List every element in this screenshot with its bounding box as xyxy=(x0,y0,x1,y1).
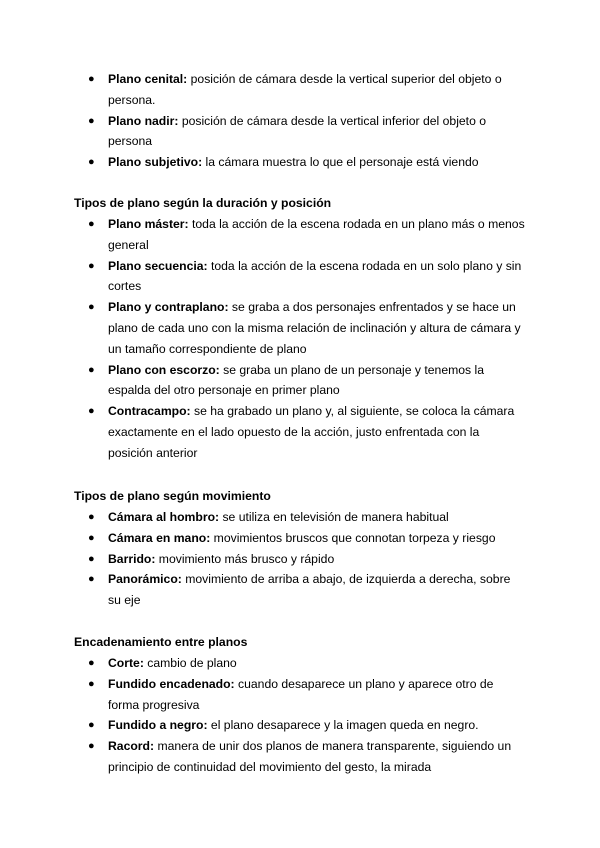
item-description: cuando desaparece un plano y aparece otro de forma progresiva xyxy=(108,676,494,712)
list-item xyxy=(0,401,526,463)
item-term: Plano cenital: xyxy=(108,72,188,86)
bullet-icon: ● xyxy=(88,301,95,314)
list-item xyxy=(0,214,526,256)
item-description: movimiento más brusco y rápido xyxy=(155,551,335,566)
item-term: Barrido: xyxy=(108,551,156,566)
item-term: Plano subjetivo: xyxy=(108,155,203,170)
list-item xyxy=(0,507,526,528)
item-term: Fundido a negro: xyxy=(108,718,208,733)
item-term: Corte: xyxy=(108,656,144,670)
item-description: manera de unir dos planos de manera transparente, siguiendo un principio de continuidad del movimiento del gesto, la mirada xyxy=(108,739,512,774)
item-term: Cámara en mano: xyxy=(108,530,211,545)
list-item xyxy=(0,715,526,736)
item-description: movimiento de arriba a abajo, de izquierda a derecha, sobre su eje xyxy=(108,572,511,608)
bullet-icon: ● xyxy=(88,531,95,544)
item-term: Racord: xyxy=(108,739,155,754)
bullet-icon: ● xyxy=(88,156,95,169)
list-item xyxy=(0,674,526,716)
bullet-icon: ● xyxy=(88,573,95,586)
item-description: la cámara muestra lo que el personaje está viendo xyxy=(202,155,479,170)
list-item xyxy=(0,360,526,402)
list-item xyxy=(0,256,526,298)
item-term: Plano nadir: xyxy=(108,113,179,128)
list-item xyxy=(0,111,526,153)
item-description: se graba un plano de un personaje y tenemos la espalda del otro personaje en primer plano xyxy=(108,362,484,398)
item-description: cambio de plano xyxy=(143,656,237,670)
list-item xyxy=(0,569,526,611)
section-heading: Encadenamiento entre planos xyxy=(74,635,248,649)
item-term: Contracampo: xyxy=(108,404,191,419)
bullet-icon: ● xyxy=(88,552,95,565)
item-description: movimientos bruscos que connotan torpeza y riesgo xyxy=(210,530,496,545)
bullet-icon: ● xyxy=(88,259,95,272)
bullet-icon: ● xyxy=(88,740,95,753)
item-description: el plano desaparece y la imagen queda en negro. xyxy=(207,718,479,733)
item-description: toda la acción de la escena rodada en un plano más o menos general xyxy=(108,217,525,252)
list-item xyxy=(0,528,526,549)
list-item xyxy=(0,653,526,674)
list-item xyxy=(0,736,526,778)
bullet-icon: ● xyxy=(88,511,95,523)
duration-position-list xyxy=(0,214,600,464)
item-term: Fundido encadenado: xyxy=(108,676,235,691)
item-term: Plano secuencia: xyxy=(108,258,208,273)
section-heading: Tipos de plano según movimiento xyxy=(74,489,271,503)
list-item xyxy=(0,152,526,173)
item-description: posición de cámara desde la vertical superior del objeto o persona. xyxy=(108,72,502,107)
bullet-icon: ● xyxy=(88,114,95,127)
list-item xyxy=(0,549,526,570)
bullet-icon: ● xyxy=(88,677,95,690)
list-item xyxy=(0,69,526,111)
bullet-icon: ● xyxy=(88,405,95,418)
item-description: se ha grabado un plano y, al siguiente, se coloca la cámara exactamente en el lado opuesto de la acción, justo enfrentada con la posición anterior xyxy=(108,404,515,460)
item-description: posición de cámara desde la vertical inferior del objeto o persona xyxy=(108,113,487,149)
item-term: Plano con escorzo: xyxy=(108,362,220,377)
movement-list xyxy=(0,507,600,611)
transition-list xyxy=(0,653,600,778)
item-term: Panorámico: xyxy=(108,572,182,587)
item-term: Plano y contraplano: xyxy=(108,300,229,315)
item-term: Cámara al hombro: xyxy=(108,510,220,524)
angle-list xyxy=(0,69,600,173)
bullet-icon: ● xyxy=(88,363,95,376)
bullet-icon: ● xyxy=(88,657,95,669)
section-heading: Tipos de plano según la duración y posición xyxy=(74,196,332,210)
item-term: Plano máster: xyxy=(108,217,189,231)
item-description: se utiliza en televisión de manera habitual xyxy=(219,510,449,524)
item-description: toda la acción de la escena rodada en un solo plano y sin cortes xyxy=(108,258,522,294)
bullet-icon: ● xyxy=(88,719,95,732)
item-description: se graba a dos personajes enfrentados y se hace un plano de cada uno con la misma relación de inclinación y altura de cámara y un tamaño correspondiente de plano xyxy=(108,300,521,356)
bullet-icon: ● xyxy=(88,73,95,85)
list-item xyxy=(0,297,526,359)
bullet-icon: ● xyxy=(88,218,95,230)
